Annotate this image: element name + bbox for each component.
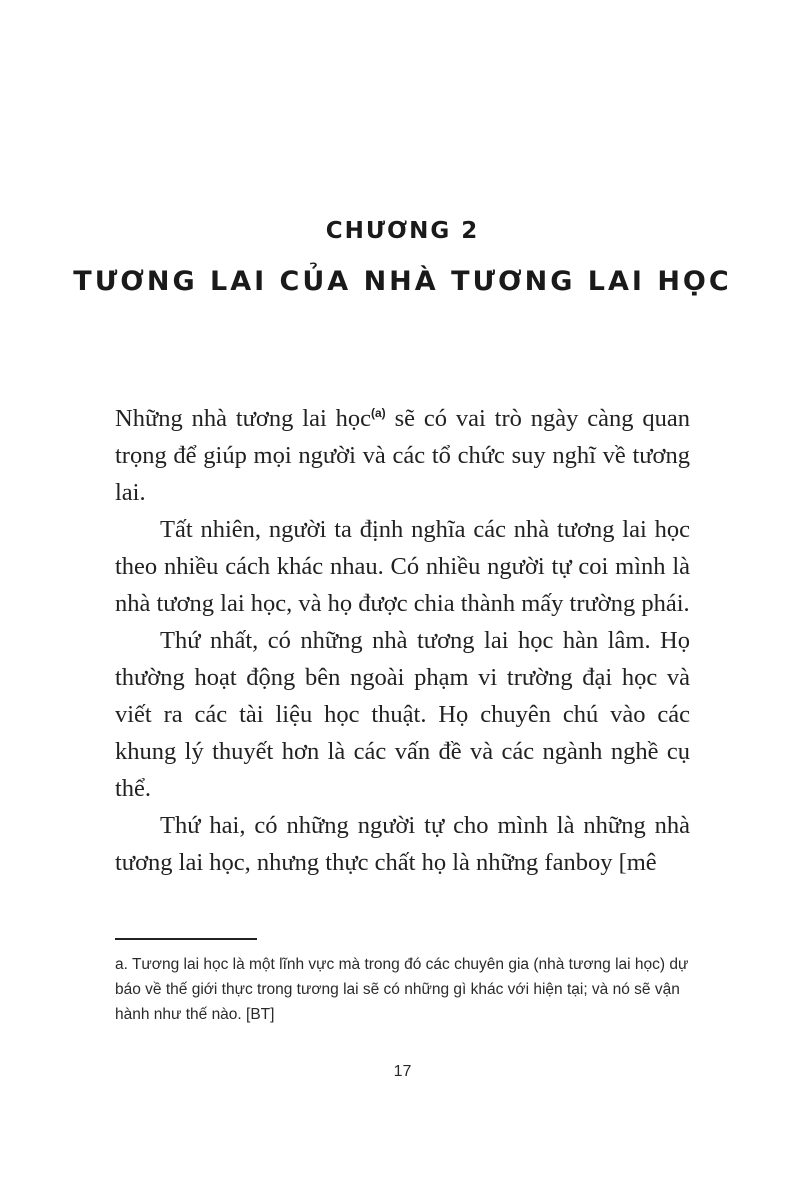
footnote-text: a. Tương lai học là một lĩnh vực mà trong đó các chuyên gia (nhà tương lai học) dự báo về thế giới thực trong tương lai sẽ có những gì khác với hiện tại; và nó sẽ vận hành như thế nào. [BT]: [115, 956, 689, 1023]
chapter-label: CHƯƠNG 2: [325, 218, 480, 244]
footnote-divider: [115, 938, 257, 940]
paragraph-4: Thứ hai, có những người tự cho mình là những nhà tương lai học, nhưng thực chất họ là những fanboy [mê: [115, 812, 690, 876]
footnote-marker: (a): [371, 405, 386, 420]
paragraph-2: Tất nhiên, người ta định nghĩa các nhà tương lai học theo nhiều cách khác nhau. Có nhiều người tự coi mình là nhà tương lai học, và họ được chia thành mấy trường phái.: [115, 516, 690, 617]
body-text: [115, 400, 690, 881]
paragraph-3: Thứ nhất, có những nhà tương lai học hàn lâm. Họ thường hoạt động bên ngoài phạm vi trường đại học và viết ra các tài liệu học thuật. Họ chuyên chú vào các khung lý thuyết hơn là các vấn đề và các ngành nghề cụ thể.: [115, 627, 690, 802]
paragraph-1-rest: sẽ có vai trò ngày càng quan trọng để giúp mọi người và các tổ chức suy nghĩ về tương lai.: [115, 405, 690, 506]
paragraph-1-start: Những nhà tương lai học: [115, 405, 372, 432]
page-number: 17: [393, 1063, 412, 1080]
chapter-title: TƯƠNG LAI CỦA NHÀ TƯƠNG LAI HỌC: [73, 266, 732, 297]
paragraph-1: [115, 400, 690, 511]
